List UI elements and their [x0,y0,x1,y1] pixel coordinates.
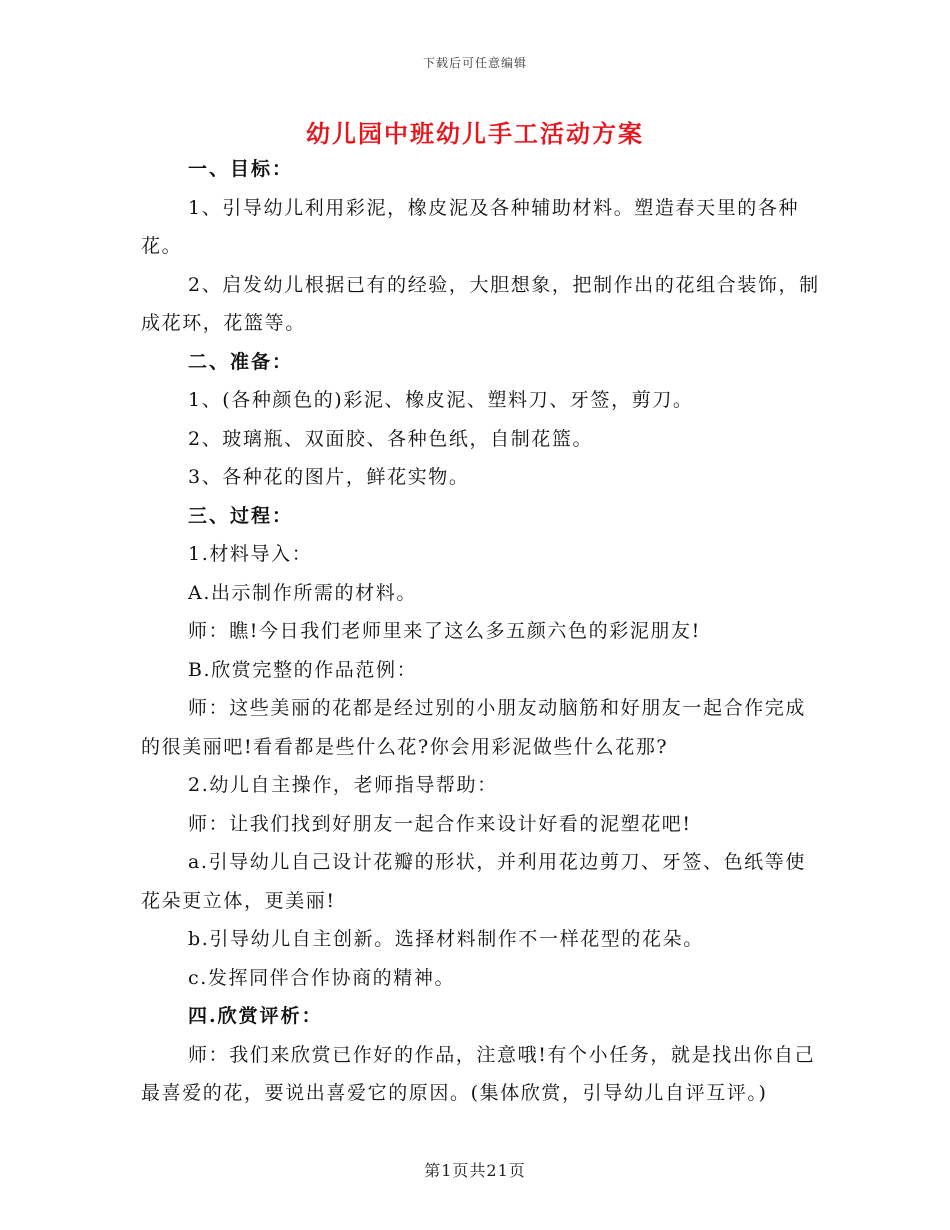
paragraph: B.欣赏完整的作品范例： [188,658,418,681]
paragraph: 1、(各种颜色的)彩泥、橡皮泥、塑料刀、牙签，剪刀。 [188,389,694,411]
document-title: 幼儿园中班幼儿手工活动方案 [306,119,644,148]
paragraph: 1、引导幼儿利用彩泥，橡皮泥及各种辅助材料。塑造春天里的各种花。 [141,196,800,257]
paragraph: b.引导幼儿自主创新。选择材料制作不一样花型的花朵。 [188,928,704,950]
section-heading-preparation: 二、准备： [188,350,294,373]
paragraph: 师：让我们找到好朋友一起合作来设计好看的泥塑花吧! [188,812,692,835]
paragraph: 师：这些美丽的花都是经过别的小朋友动脑筋和好朋友一起合作完成的很美丽吧!看看都是些什么花?你会用彩泥做些什么花那? [141,697,807,758]
paragraph: 师：瞧!今日我们老师里来了这么多五颜六色的彩泥朋友! [188,620,701,642]
paragraph: 2、启发幼儿根据已有的经验，大胆想象，把制作出的花组合装饰，制成花环，花篮等。 [141,273,820,334]
paragraph: 2.幼儿自主操作，老师指导帮助： [188,774,498,796]
section-heading-process: 三、过程： [188,504,294,527]
section-heading-goals: 一、目标： [188,158,294,180]
paragraph: 3、各种花的图片，鲜花实物。 [188,466,470,488]
header-note: 下载后可任意编辑 [422,56,527,70]
paragraph: A.出示制作所需的材料。 [188,581,417,604]
document-body [141,150,821,1113]
paragraph: 师：我们来欣赏已作好的作品，注意哦!有个小任务，就是找出你自己最喜爱的花，要说出喜爱它的原因。(集体欣赏，引导幼儿自评互评。) [141,1043,816,1104]
section-heading-evaluation: 四.欣赏评析： [188,1005,323,1027]
paragraph: 2、玻璃瓶、双面胶、各种色纸，自制花篮。 [188,427,594,450]
page-footer: 第1页共21页 [424,1161,526,1180]
paragraph: c.发挥同伴合作协商的精神。 [188,966,456,989]
paragraph: a.引导幼儿自己设计花瓣的形状，并利用花边剪刀、牙签、色纸等使花朵更立体，更美丽! [141,851,806,912]
paragraph: 1.材料导入： [188,543,313,565]
